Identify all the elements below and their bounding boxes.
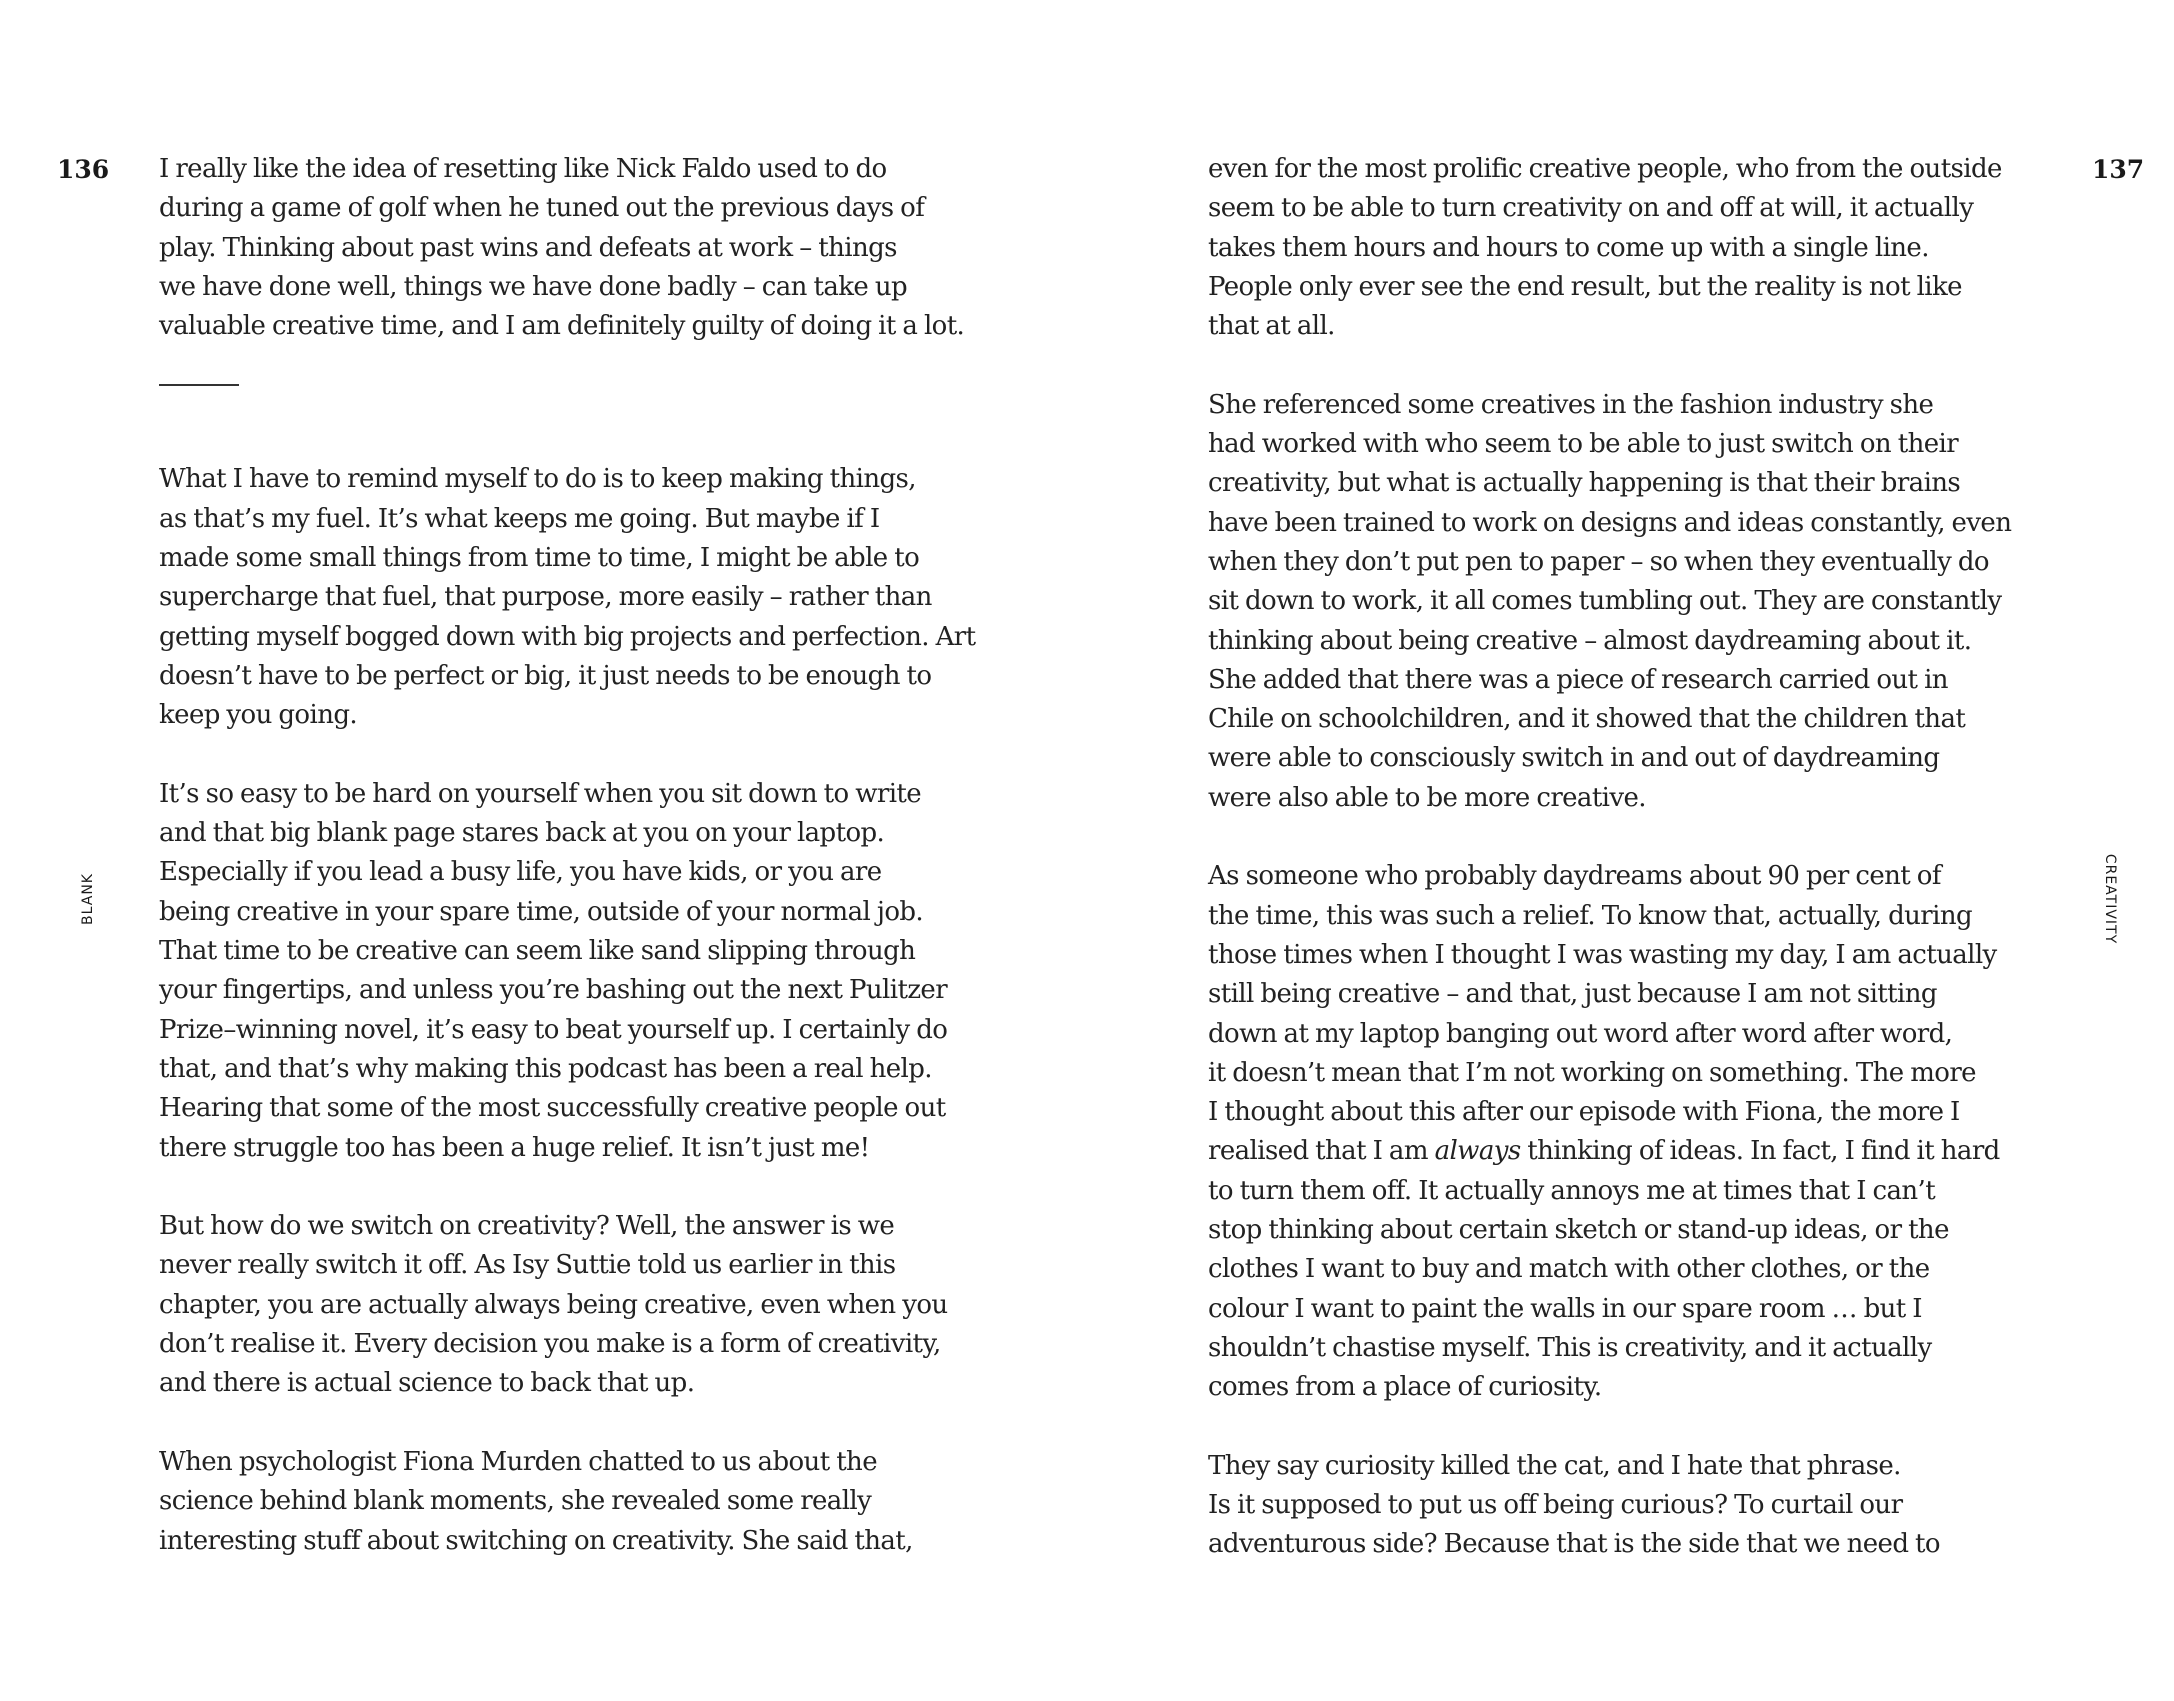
paragraph	[1208, 386, 2058, 818]
text-line: were able to consciously switch in and out of daydreaming	[1208, 743, 1940, 774]
text-line: valuable creative time, and I am definitely guilty of doing it a lot.	[159, 311, 965, 342]
paragraph	[1208, 857, 2058, 1407]
text-line: made some small things from time to time, I might be able to	[159, 543, 920, 574]
text-line: Chile on schoolchildren, and it showed that the children that	[1208, 704, 1966, 735]
text-line: People only ever see the end result, but the reality is not like	[1208, 271, 1962, 302]
text-line: that at all.	[1208, 311, 1335, 342]
text-line: we have done well, things we have done badly – can take up	[159, 271, 908, 302]
text-line: to turn them off. It actually annoys me at times that I can’t	[1208, 1175, 1936, 1206]
italic-word: always	[1434, 1136, 1521, 1167]
text-line: I thought about this after our episode with Fiona, the more I	[1208, 1097, 1960, 1128]
paragraph	[1208, 150, 2058, 346]
text-line: colour I want to paint the walls in our spare room … but I	[1208, 1293, 1922, 1324]
text-line: clothes I want to buy and match with other clothes, or the	[1208, 1254, 1930, 1285]
text-line: play. Thinking about past wins and defeats at work – things	[159, 232, 897, 263]
paragraph	[159, 1207, 999, 1403]
paragraph	[159, 1443, 999, 1561]
text-line: as that’s my fuel. It’s what keeps me going. But maybe if I	[159, 503, 880, 534]
section-divider	[159, 384, 239, 386]
running-head-right: CREATIVITY	[2102, 853, 2118, 945]
text-line: adventurous side? Because that is the side that we need to	[1208, 1529, 1940, 1560]
text-line: had worked with who seem to be able to just switch on their	[1208, 429, 1959, 460]
text-line: creativity, but what is actually happening is that their brains	[1208, 468, 1961, 499]
text-line: interesting stuff about switching on creativity. She said that,	[159, 1525, 913, 1556]
text-line: supercharge that fuel, that purpose, more easily – rather than	[159, 582, 932, 613]
text-line: never really switch it off. As Isy Suttie told us earlier in this	[159, 1250, 896, 1281]
text-line: Hearing that some of the most successfully creative people out	[159, 1093, 946, 1124]
text-line: chapter, you are actually always being creative, even when you	[159, 1289, 948, 1320]
text-line: have been trained to work on designs and ideas constantly, even	[1208, 507, 2012, 538]
text-run: realised that I am	[1208, 1136, 1435, 1167]
text-line: I really like the idea of resetting like Nick Faldo used to do	[159, 154, 887, 184]
left-text-column	[159, 150, 999, 1600]
text-line: She referenced some creatives in the fashion industry she	[1208, 389, 1934, 420]
text-line: That time to be creative can seem like sand slipping through	[159, 936, 916, 967]
text-line: keep you going.	[159, 700, 358, 731]
text-line: getting myself bogged down with big projects and perfection. Art	[159, 621, 976, 652]
text-line: seem to be able to turn creativity on and off at will, it actually	[1208, 193, 1974, 224]
running-head-left: BLANK	[80, 873, 96, 925]
text-line: Especially if you lead a busy life, you have kids, or you are	[159, 857, 882, 888]
text-line: down at my laptop banging out word after word after word,	[1208, 1018, 1953, 1049]
paragraph	[159, 150, 999, 346]
text-line: It’s so easy to be hard on yourself when you sit down to write	[159, 778, 922, 809]
text-line: it doesn’t mean that I’m not working on something. The more	[1208, 1057, 1976, 1088]
text-line: your fingertips, and unless you’re bashing out the next Pulitzer	[159, 975, 948, 1006]
text-line: takes them hours and hours to come up with a single line.	[1208, 232, 1929, 263]
text-line-with-italic	[1208, 1132, 2058, 1171]
paragraph	[159, 460, 999, 735]
text-line: and there is actual science to back that up.	[159, 1368, 695, 1399]
text-line: doesn’t have to be perfect or big, it just needs to be enough to	[159, 660, 932, 691]
right-page	[1087, 0, 2174, 1701]
text-line: those times when I thought I was wasting my day, I am actually	[1208, 939, 1997, 970]
text-line: As someone who probably daydreams about 90 per cent of	[1208, 861, 1941, 892]
text-line: don’t realise it. Every decision you make is a form of creativity,	[159, 1329, 941, 1360]
text-line: sit down to work, it all comes tumbling out. They are constantly	[1208, 586, 2002, 617]
text-line: when they don’t put pen to paper – so when they eventually do	[1208, 546, 1989, 577]
paragraph	[159, 775, 999, 1168]
text-line: science behind blank moments, she revealed some really	[159, 1486, 872, 1517]
text-line: that, and that’s why making this podcast has been a real help.	[159, 1053, 932, 1084]
text-line: thinking about being creative – almost daydreaming about it.	[1208, 625, 1972, 656]
text-line: comes from a place of curiosity.	[1208, 1372, 1602, 1403]
text-line: She added that there was a piece of research carried out in	[1208, 664, 1948, 695]
text-line: But how do we switch on creativity? Well, the answer is we	[159, 1211, 895, 1242]
page-number-left: 136	[57, 155, 110, 184]
text-line: still being creative – and that, just because I am not sitting	[1208, 979, 1937, 1010]
text-line: the time, this was such a relief. To know that, actually, during	[1208, 900, 1973, 931]
text-line: were also able to be more creative.	[1208, 782, 1646, 813]
text-line: there struggle too has been a huge relief. It isn’t just me!	[159, 1132, 870, 1163]
text-line: even for the most prolific creative people, who from the outside	[1208, 154, 2002, 184]
text-run: thinking of ideas. In fact, I find it hard	[1520, 1136, 2000, 1167]
text-line: What I have to remind myself to do is to keep making things,	[159, 464, 916, 495]
text-line: stop thinking about certain sketch or stand-up ideas, or the	[1208, 1215, 1949, 1246]
text-line: during a game of golf when he tuned out the previous days of	[159, 193, 925, 224]
right-text-column	[1208, 150, 2058, 1604]
text-line: Prize–winning novel, it’s easy to beat yourself up. I certainly do	[159, 1014, 948, 1045]
text-line: When psychologist Fiona Murden chatted to us about the	[159, 1446, 877, 1477]
text-line: being creative in your spare time, outside of your normal job.	[159, 896, 924, 927]
text-line: shouldn’t chastise myself. This is creativity, and it actually	[1208, 1332, 1932, 1363]
page-number-right: 137	[2092, 155, 2145, 184]
text-line: and that big blank page stares back at you on your laptop.	[159, 818, 885, 849]
text-line: Is it supposed to put us off being curious? To curtail our	[1208, 1490, 1903, 1521]
text-line: They say curiosity killed the cat, and I hate that phrase.	[1208, 1450, 1901, 1481]
paragraph	[1208, 1447, 2058, 1565]
